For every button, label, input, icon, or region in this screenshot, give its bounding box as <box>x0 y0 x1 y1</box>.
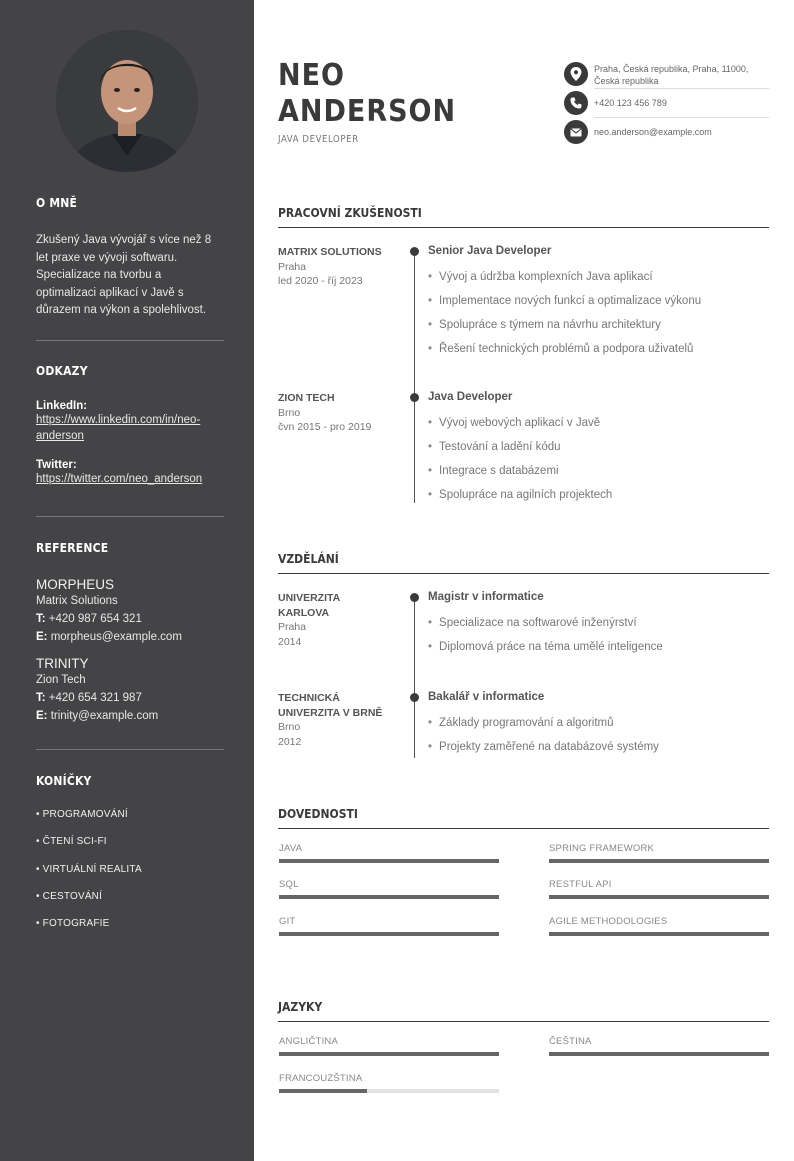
language-item <box>549 1036 769 1047</box>
about-text: Zkušený Java vývojář s více než 8 let praxe ve vývoji softwaru. Specializace na tvorbu a optimalizaci aplikací v Javě s důrazem na výkon a spolehlivost. <box>36 234 212 316</box>
reference-section <box>36 541 224 725</box>
education-title: VZDĚLÁNÍ <box>278 552 339 566</box>
about-title: O MNĚ <box>36 196 78 210</box>
degree-bullet: • Základy programování a algoritmů <box>428 717 614 729</box>
section-divider <box>278 227 769 228</box>
job-bullet: • Vývoj a údržba komplexních Java aplikací <box>428 271 653 283</box>
person-role: JAVA DEVELOPER <box>278 134 359 145</box>
reference-email: morpheus@example.com <box>50 631 182 643</box>
job-bullet: • Spolupráce na agilních projektech <box>428 489 612 501</box>
skill-item <box>279 843 499 854</box>
timeline-dot <box>410 393 419 402</box>
skill-level <box>549 895 769 899</box>
language-name: ANGLIČTINA <box>279 1036 339 1047</box>
skill-bar <box>279 859 499 863</box>
reference-email-label: E: <box>36 631 48 643</box>
degree-title: Bakalář v informatice <box>428 691 545 703</box>
school-year: 2012 <box>278 735 302 748</box>
contact-block <box>564 62 769 146</box>
job-bullet: • Integrace s databázemi <box>428 465 559 477</box>
skill-bar <box>549 895 769 899</box>
hobby-item: • CESTOVÁNÍ <box>36 891 103 902</box>
name-last: ANDERSON <box>278 94 457 129</box>
experience-timeline <box>414 251 415 503</box>
languages-title: JAZYKY <box>278 1000 323 1014</box>
school-name: TECHNICKÁ <box>278 692 340 704</box>
degree-title: Magistr v informatice <box>428 591 544 603</box>
linkedin-label: LinkedIn: <box>36 400 88 412</box>
portrait-image <box>56 30 198 172</box>
sidebar-divider <box>36 516 224 517</box>
skill-bar <box>549 859 769 863</box>
experience-title: PRACOVNÍ ZKUŠENOSTI <box>278 206 422 220</box>
job-period: čvn 2015 - pro 2019 <box>278 421 372 433</box>
reference-name: MORPHEUS <box>36 577 115 592</box>
skill-item <box>549 843 769 854</box>
company-name: MATRIX SOLUTIONS <box>278 246 382 258</box>
skill-name: GIT <box>279 916 296 927</box>
reference-company: Zion Tech <box>36 674 86 686</box>
reference-phone-label: T: <box>36 613 46 625</box>
school-name: UNIVERZITA V BRNĚ <box>278 706 383 719</box>
company-name: ZION TECH <box>278 392 335 404</box>
hobby-item: • FOTOGRAFIE <box>36 918 110 929</box>
hobbies-section <box>36 774 224 934</box>
skill-level <box>279 932 499 936</box>
company-city: Praha <box>278 260 307 273</box>
reference-title: REFERENCE <box>36 541 109 555</box>
contact-divider <box>594 117 769 118</box>
reference-phone: +420 654 321 987 <box>48 692 142 704</box>
reference-item <box>36 577 224 646</box>
skill-level <box>549 859 769 863</box>
name-first: NEO <box>278 58 345 93</box>
twitter-link[interactable]: https://twitter.com/neo_anderson <box>36 473 203 485</box>
school-name: UNIVERZITA <box>278 592 341 604</box>
reference-phone-label: T: <box>36 692 46 704</box>
language-bar <box>279 1052 499 1056</box>
skill-name: RESTFUL API <box>549 879 612 890</box>
school-city: Brno <box>278 721 301 733</box>
school-name: KARLOVA <box>278 606 330 619</box>
degree-bullet: • Projekty zaměřené na databázové systémy <box>428 741 659 753</box>
language-level <box>279 1052 499 1056</box>
education-org <box>278 591 396 649</box>
reference-phone: +420 987 654 321 <box>48 613 142 625</box>
timeline-dot <box>410 693 419 702</box>
experience-org <box>278 391 396 435</box>
language-bar <box>279 1089 499 1093</box>
skill-name: JAVA <box>279 843 303 854</box>
education-timeline <box>414 597 415 758</box>
experience-org <box>278 245 396 289</box>
skills-title: DOVEDNOSTI <box>278 807 358 821</box>
hobby-item: • VIRTUÁLNÍ REALITA <box>36 864 142 875</box>
reference-email-label: E: <box>36 710 48 722</box>
reference-email: trinity@example.com <box>50 710 159 722</box>
job-title: Java Developer <box>428 391 513 403</box>
skill-bar <box>549 932 769 936</box>
profile-photo <box>56 30 198 172</box>
contact-email: neo.anderson@example.com <box>594 127 712 137</box>
contact-phone: +420 123 456 789 <box>594 98 667 108</box>
section-divider <box>278 573 769 574</box>
hobby-item: • PROGRAMOVÁNÍ <box>36 809 128 820</box>
skill-level <box>549 932 769 936</box>
skill-bar <box>279 932 499 936</box>
mail-icon <box>564 120 588 144</box>
job-bullet: • Řešení technických problémů a podpora uživatelů <box>428 343 693 355</box>
sidebar-divider <box>36 340 224 341</box>
job-bullet: • Vývoj webových aplikací v Javě <box>428 417 600 429</box>
skill-item <box>279 879 499 890</box>
job-bullet: • Spolupráce s týmem na návrhu architektury <box>428 319 661 331</box>
degree-bullet: • Specializace na softwarové inženýrství <box>428 617 637 629</box>
person-name <box>278 58 456 130</box>
skill-item <box>279 916 499 927</box>
school-year: 2014 <box>278 635 302 648</box>
language-level <box>279 1089 367 1093</box>
links-title: ODKAZY <box>36 364 88 378</box>
school-city: Praha <box>278 621 307 633</box>
job-period: led 2020 - říj 2023 <box>278 275 363 287</box>
skill-name: SQL <box>279 879 299 890</box>
twitter-label: Twitter: <box>36 459 77 471</box>
hobbies-title: KONÍČKY <box>36 774 92 788</box>
about-section <box>36 196 224 320</box>
language-bar <box>549 1052 769 1056</box>
phone-icon <box>564 91 588 115</box>
sidebar <box>0 0 254 1161</box>
section-divider <box>278 1021 769 1022</box>
skill-item <box>549 916 769 927</box>
job-bullet: • Implementace nových funkcí a optimalizace výkonu <box>428 295 701 307</box>
links-section <box>36 364 224 487</box>
language-item <box>279 1036 499 1047</box>
timeline-dot <box>410 593 419 602</box>
language-name: FRANCOUZŠTINA <box>279 1073 363 1084</box>
degree-bullet: • Diplomová práce na téma umělé inteligence <box>428 641 663 653</box>
sidebar-divider <box>36 749 224 750</box>
timeline-dot <box>410 247 419 256</box>
section-divider <box>278 828 769 829</box>
skill-bar <box>279 895 499 899</box>
skill-name: AGILE METHODOLOGIES <box>549 916 668 927</box>
location-pin-icon <box>564 62 588 86</box>
skill-item <box>549 879 769 890</box>
reference-name: TRINITY <box>36 656 89 671</box>
skill-level <box>279 859 499 863</box>
reference-company: Matrix Solutions <box>36 595 118 607</box>
job-bullet: • Testování a ladění kódu <box>428 441 561 453</box>
hobby-item: • ČTENÍ SCI-FI <box>36 836 107 847</box>
company-city: Brno <box>278 406 301 419</box>
skill-name: SPRING FRAMEWORK <box>549 843 655 854</box>
contact-address: Praha, Česká republika, Praha, 11000, Česká republika <box>594 64 749 86</box>
language-level <box>549 1052 769 1056</box>
skill-level <box>279 895 499 899</box>
job-title: Senior Java Developer <box>428 245 552 257</box>
reference-item <box>36 656 224 725</box>
contact-divider <box>594 88 769 89</box>
linkedin-link[interactable]: https://www.linkedin.com/in/neo-anderson <box>36 414 201 442</box>
education-org <box>278 691 396 749</box>
language-name: ČEŠTINA <box>549 1036 592 1047</box>
language-item <box>279 1073 499 1084</box>
